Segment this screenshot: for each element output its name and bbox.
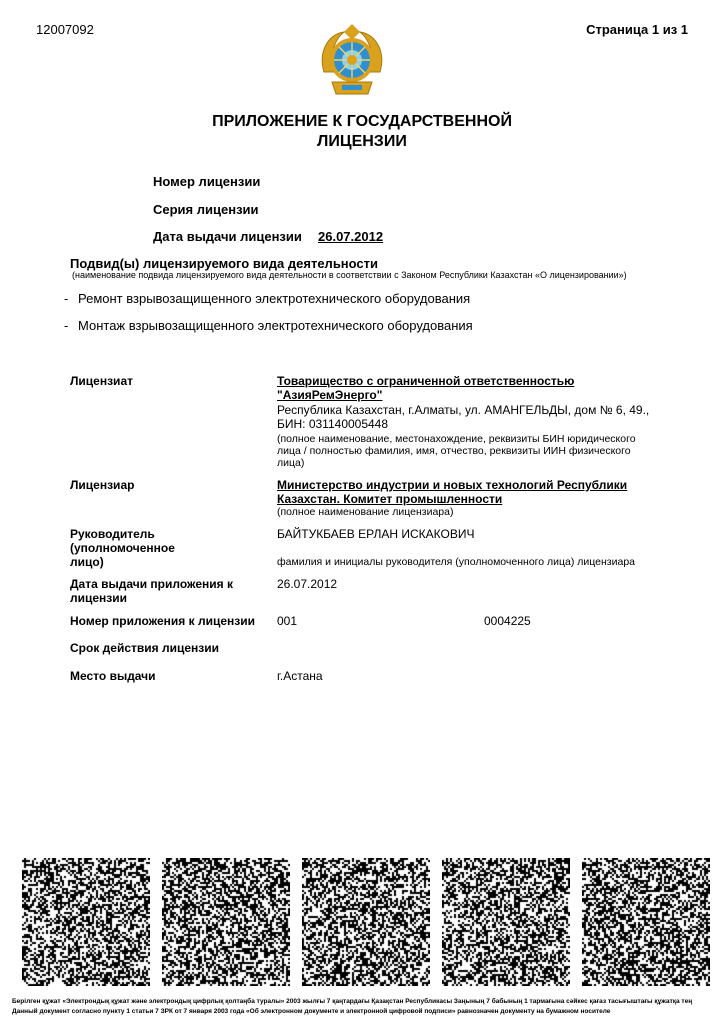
licensee-name-line-1: Товарищество с ограниченной ответственностью bbox=[277, 374, 575, 388]
head-note: фамилия и инициалы руководителя (уполномоченного лица) лицензиара bbox=[277, 556, 635, 568]
licensee-note-line-3: лица) bbox=[277, 457, 305, 469]
qr-code bbox=[442, 858, 570, 986]
appendix-date-label-line-2: лицензии bbox=[70, 591, 128, 605]
licensee-label: Лицензиат bbox=[70, 374, 133, 388]
activity-item: - Ремонт взрывозащищенного электротехнического оборудования bbox=[64, 291, 471, 306]
subtypes-title: Подвид(ы) лицензируемого вида деятельности bbox=[70, 256, 379, 271]
licensee-note bbox=[277, 433, 636, 469]
license-issue-date-label: Дата выдачи лицензии bbox=[153, 229, 302, 244]
appendix-number-value: 001 bbox=[277, 614, 298, 628]
licensor-name-line-2: Казахстан. Комитет промышленности bbox=[277, 492, 503, 506]
licensee-note-line-2: лица / полностью фамилия, имя, отчество, реквизиты ИИН физического bbox=[277, 445, 631, 457]
page-indicator: Страница 1 из 1 bbox=[586, 22, 688, 37]
validity-label: Срок действия лицензии bbox=[70, 641, 219, 655]
activity-item: - Монтаж взрывозащищенного электротехнического оборудования bbox=[64, 318, 473, 333]
qr-code-row bbox=[22, 858, 710, 988]
appendix-serial-number: 0004225 bbox=[484, 614, 531, 628]
appendix-date-value: 26.07.2012 bbox=[277, 577, 338, 591]
appendix-date-label bbox=[70, 577, 260, 605]
licensor-name bbox=[277, 478, 637, 506]
qr-code bbox=[582, 858, 710, 986]
activity-item-text: Монтаж взрывозащищенного электротехнического оборудования bbox=[78, 318, 473, 333]
footer-legal-ru: Данный документ согласно пункту 1 статьи 7 ЗРК от 7 января 2003 года «Об электронном документе и электронной цифровой подписи» равнозначен документу на бумажном носителе bbox=[12, 1008, 611, 1015]
licensee-address bbox=[277, 403, 649, 431]
license-issue-date-value: 26.07.2012 bbox=[318, 229, 384, 244]
licensee-name bbox=[277, 374, 637, 402]
subtypes-note: (наименование подвида лицензируемого вида деятельности в соответствии с Законом Республики Казахстан «О лицензировании») bbox=[72, 270, 627, 280]
licensee-note-line-1: (полное наименование, местонахождение, реквизиты БИН юридического bbox=[277, 433, 636, 445]
place-value: г.Астана bbox=[277, 669, 323, 683]
qr-code bbox=[22, 858, 150, 986]
appendix-number-label: Номер приложения к лицензии bbox=[70, 614, 255, 628]
licensor-label: Лицензиар bbox=[70, 478, 135, 492]
licensor-note: (полное наименование лицензиара) bbox=[277, 506, 454, 518]
licensee-name-line-2: "АзияРемЭнерго" bbox=[277, 388, 383, 402]
license-series-label: Серия лицензии bbox=[153, 202, 259, 217]
document-number: 12007092 bbox=[36, 22, 94, 37]
head-label bbox=[70, 527, 260, 569]
activity-item-text: Ремонт взрывозащищенного электротехнического оборудования bbox=[78, 291, 471, 306]
head-name: БАЙТУКБАЕВ ЕРЛАН ИСКАКОВИЧ bbox=[277, 527, 475, 541]
qr-code bbox=[162, 858, 290, 986]
appendix-date-label-line-1: Дата выдачи приложения к bbox=[70, 577, 233, 591]
document-title bbox=[0, 112, 724, 152]
place-label: Место выдачи bbox=[70, 669, 156, 683]
licensor-name-line-1: Министерство индустрии и новых технологий Республики bbox=[277, 478, 628, 492]
title-line-1: ПРИЛОЖЕНИЕ К ГОСУДАРСТВЕННОЙ bbox=[212, 113, 512, 130]
license-number-label: Номер лицензии bbox=[153, 174, 261, 189]
qr-code bbox=[302, 858, 430, 986]
licensee-bin: БИН: 031140005448 bbox=[277, 417, 389, 431]
footer-legal-kz: Берілген құжат «Электрондық құжат және электрондық цифрлық қолтаңба туралы» 2003 жылғы 7 қаңтардағы Қазақстан Республикасы Заңының 7 бабының 1 тармағына сәйкес қағаз тасығыштағы құжатқа тең bbox=[12, 998, 693, 1005]
licensee-address-line-1: Республика Казахстан, г.Алматы, ул. АМАНГЕЛЬДЫ, дом № 6, 49., bbox=[277, 403, 650, 417]
state-emblem bbox=[318, 22, 386, 98]
head-label-line-2: лицо) bbox=[70, 555, 104, 569]
head-label-line-1: Руководитель (уполномоченное bbox=[70, 527, 175, 555]
title-line-2: ЛИЦЕНЗИИ bbox=[317, 133, 407, 150]
